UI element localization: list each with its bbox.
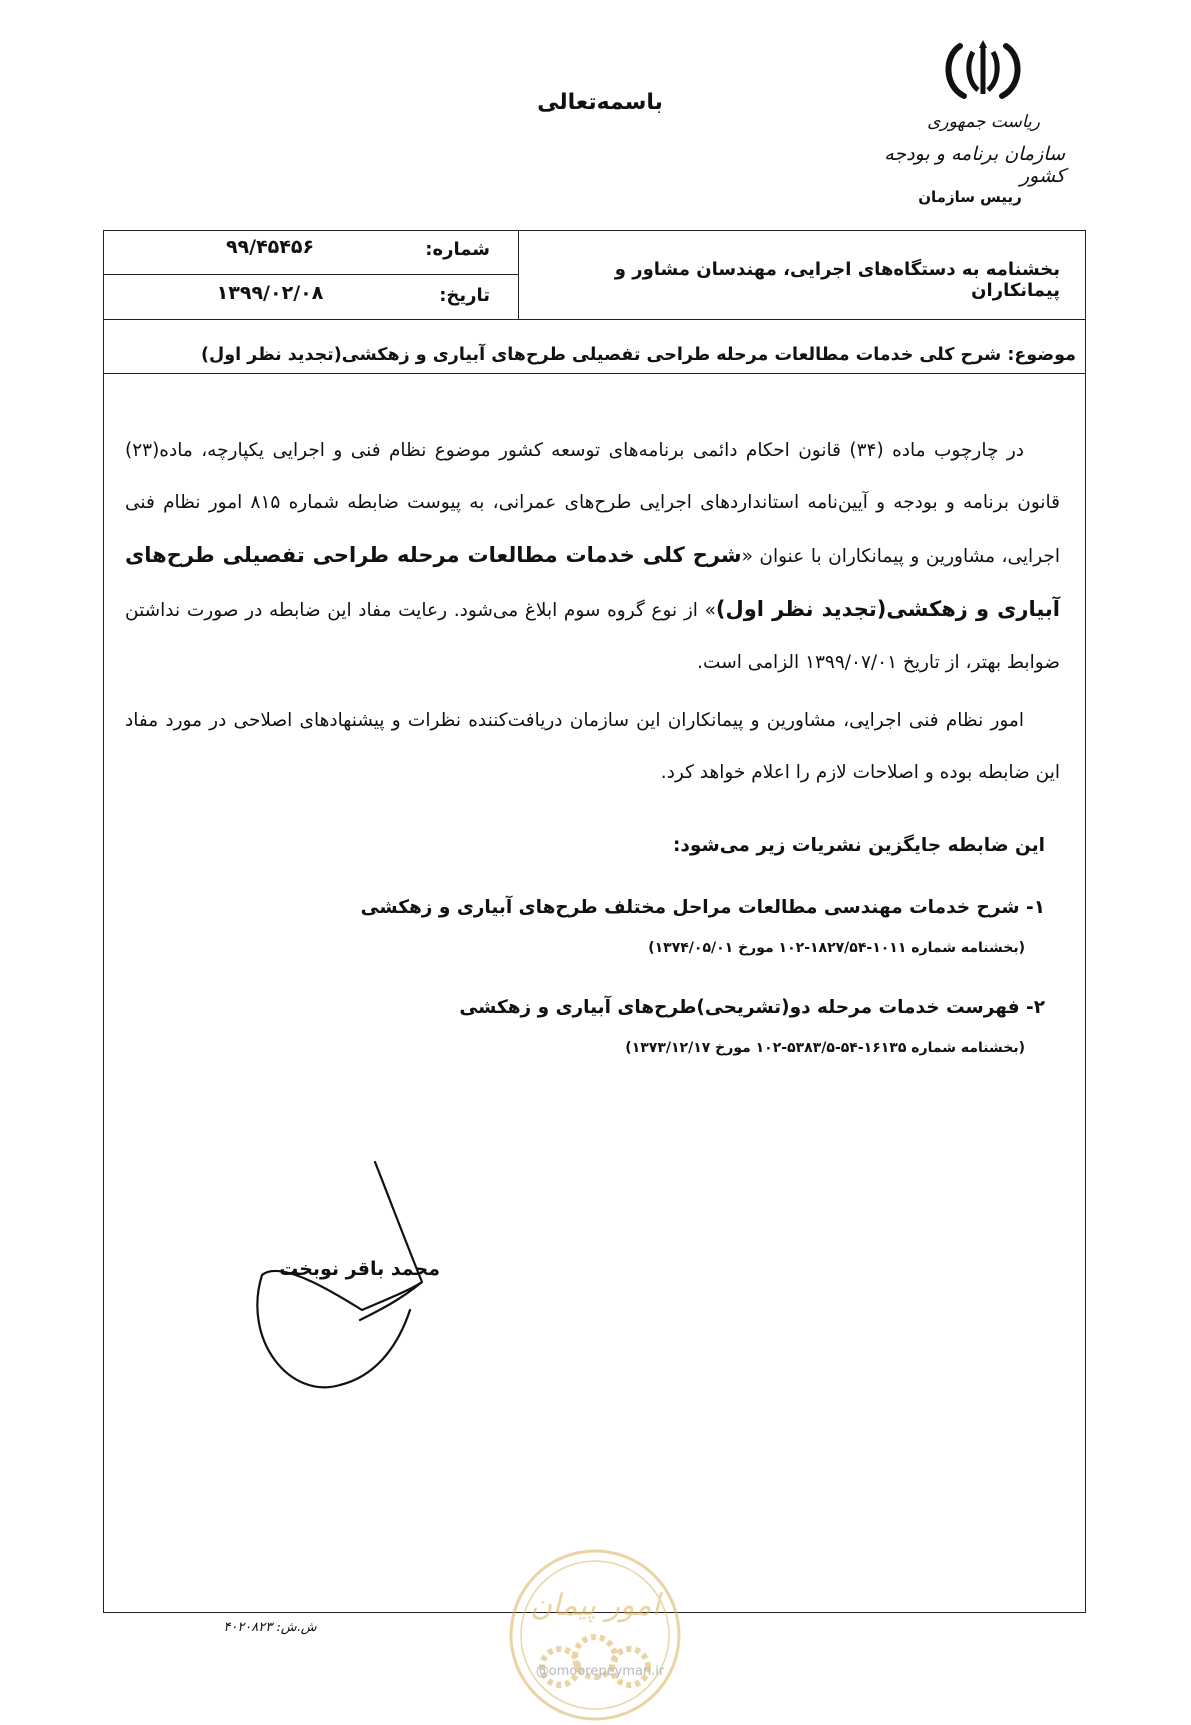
list-item: ۱- شرح خدمات مهندسی مطالعات مراحل مختلف طرح‌های آبیاری و زهکشی	[360, 897, 1045, 918]
footer-code: ش.ش: ۴۰۲۰۸۲۳	[223, 1620, 317, 1635]
body-paragraph-2: امور نظام فنی اجرایی، مشاورین و پیمانکاران این سازمان دریافت‌کننده نظرات و پیشنهادهای اصلاحی در مورد مفاد این ضابطه بوده و اصلاحات لازم را اعلام خواهد کرد.	[125, 710, 1060, 783]
header-divider-vertical	[518, 231, 519, 319]
website-watermark: @omoorepeyman.ir	[535, 1664, 665, 1679]
recipients: بخشنامه به دستگاه‌های اجرایی، مهندسان مشاور و پیمانکاران	[614, 259, 1060, 301]
bold-title: شرح کلی خدمات مطالعات مرحله طراحی تفصیلی طرح‌های آبیاری و زهکشی(تجدید نظر اول)	[125, 543, 1060, 621]
meta-divider	[104, 274, 518, 275]
number-value: ۹۹/۴۵۴۵۶	[225, 236, 315, 258]
list-item: ۲- فهرست خدمات مرحله دو(تشریحی)طرح‌های آبیاری و زهکشی	[459, 997, 1045, 1018]
header-bottom-divider	[104, 319, 1085, 320]
seal-logo-icon	[505, 1545, 685, 1725]
list-item-reference: (بخشنامه شماره ۱۶۱۳۵-۵۴-۵۳۸۳/۵-۱۰۲ مورخ ۱۳۷۳/۱۲/۱۷)	[625, 1040, 1025, 1056]
number-label: شماره:	[425, 239, 490, 260]
seal-text: امور پیمان	[530, 1588, 660, 1623]
replaces-heading: این ضابطه جایگزین نشریات زیر می‌شود:	[673, 835, 1045, 856]
basmala: باسمه‌تعالی	[537, 90, 663, 115]
org-line-organization: سازمان برنامه و بودجه کشور	[884, 143, 1065, 187]
body-paragraph-1: در چارچوب ماده (۳۴) قانون احکام دائمی برنامه‌های توسعه کشور موضوع نظام فنی و اجرایی یکپارچه، ماده(۲۳) قانون برنامه و بودجه و آیین‌نامه استانداردهای اجرایی طرح‌های عمرانی، به پیوست ضابطه شماره ۸۱۵ امور نظام فنی اجرایی، مشاورین و پیمانکاران با عنوان «شرح کلی خدمات مطالعات مرحله طراحی تفصیلی طرح‌های آبیاری و زهکشی(تجدید نظر اول)» از نوع گروه سوم ابلاغ می‌شود. رعایت مفاد این ضابطه در صورت نداشتن ضوابط بهتر، از تاریخ ۱۳۹۹/۰۷/۰۱ الزامی است.	[125, 440, 1061, 673]
subject: موضوع: شرح کلی خدمات مطالعات مرحله طراحی تفصیلی طرح‌های آبیاری و زهکشی(تجدید نظر اول)	[201, 345, 1076, 365]
date-label: تاریخ:	[439, 285, 490, 306]
signer-name: محمد باقر نوبخت	[279, 1258, 440, 1280]
subject-bottom-divider	[104, 373, 1085, 374]
date-value: ۱۳۹۹/۰۲/۰۸	[216, 282, 324, 304]
org-line-head: رییس سازمان	[918, 188, 1022, 206]
iran-emblem-icon	[938, 40, 1028, 102]
list-item-reference: (بخشنامه شماره ۱۰۱۱-۱۸۲۷/۵۴-۱۰۲ مورخ ۱۳۷۴/۰۵/۰۱)	[648, 940, 1025, 956]
org-line-presidency: ریاست جمهوری	[927, 112, 1040, 132]
